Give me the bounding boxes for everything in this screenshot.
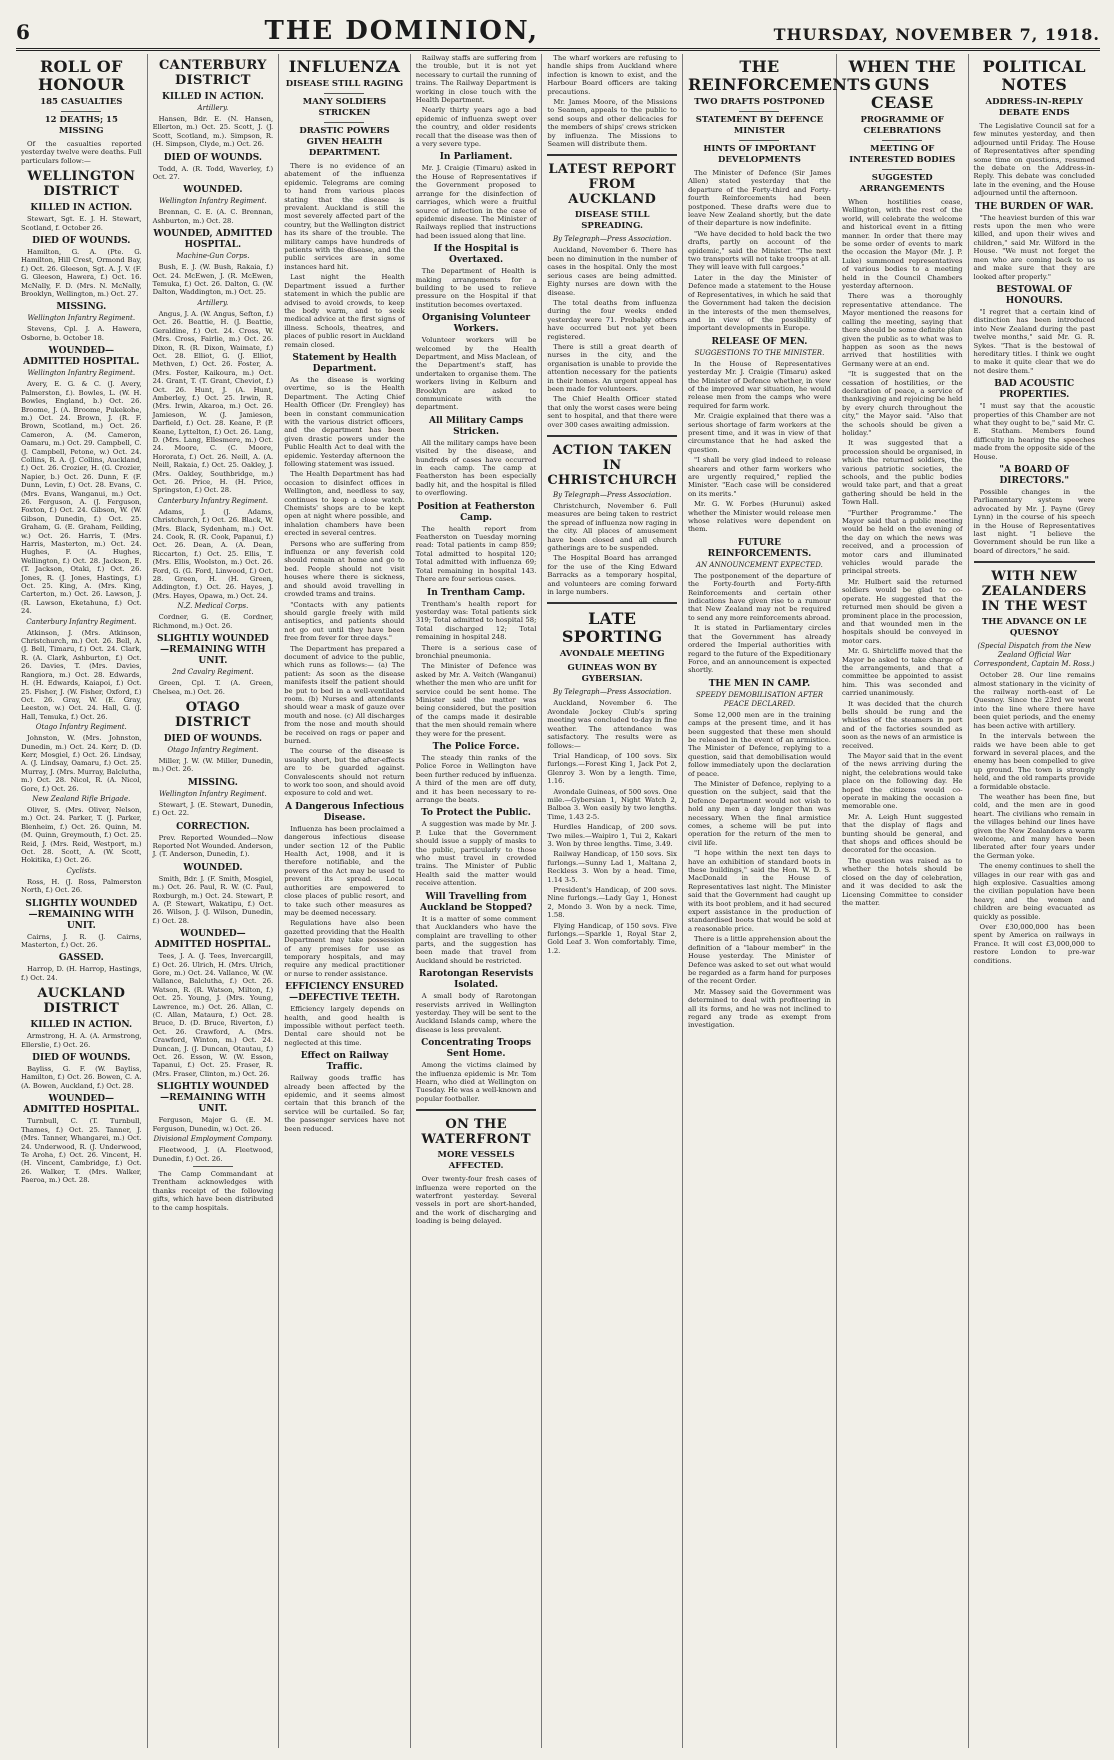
section-heading: SLIGHTLY WOUNDED—REMAINING WITH UNIT. <box>157 1082 269 1115</box>
section-heading: BAD ACOUSTIC PROPERTIES. <box>994 379 1075 401</box>
race-result: President's Handicap, of 200 sovs. Nine furlongs.—Lady Gay 1, Honest 2, Mondo 3. Won by a neck. Time, 1.58. <box>547 886 677 920</box>
article-paragraph: Some 12,000 men are in the training camps at the present time, and it has been suggested that these men should be released in the event of an armistice. The Minister of Defence, replying to a question, said that demobilisation would follow immediately upon the declaration of peace. <box>687 710 831 778</box>
divider <box>324 122 364 123</box>
unit-heading: 2nd Cavalry Regiment. <box>172 668 254 677</box>
unit-heading: Machine-Gun Corps. <box>176 252 250 261</box>
section-heading: MISSING. <box>187 777 238 788</box>
unit-heading: Divisional Employment Company. <box>153 1135 273 1144</box>
article-paragraph: The Minister of Defence was asked by Mr. A. Veitch (Wanganui) whether the men who are unfit for service could be sent home. The Minister said the matter was being considered, but the position of the camps made it desirable that the men should remain where they were for the present. <box>415 662 537 738</box>
article-paragraph: The Department of Health is making arrangements for a building to be used to relieve pressure on the Hospital if that institution becomes overtaxed. <box>415 267 537 309</box>
casualty-list: Miller, J. W. (W. Miller, Dunedin, m.) Oct. 26. <box>152 756 274 774</box>
article-paragraph: The Mayor said that in the event of the news arriving during the night, the celebrations would take place on the following day. He hoped the citizens would co-operate in making the occasion a memorable one. <box>841 752 963 811</box>
reinforcements-headline: THE REINFORCEMENTS <box>687 57 872 94</box>
section-heading: WOUNDED—ADMITTED HOSPITAL. <box>23 346 140 368</box>
byline: By Telegraph—Press Association. <box>552 235 672 244</box>
casualty-list: Hansen, Bdr. E. (N. Hansen, Ellerton, m.) Oct. 25. Scott, J. (J. Scott, Scotland, m.). Simpson, R. (H. Simpson, Clyde, m.) Oct. 26. <box>152 115 274 149</box>
byline: (Special Dispatch from the New Zealand Official War Correspondent, Captain M. Ross.) <box>973 642 1095 669</box>
article-paragraph: The question was raised as to whether the hotels should be closed on the day of celebration, and it was decided to ask the Licensing Committee to consider the matter. <box>841 856 963 907</box>
section-heading: WOUNDED, ADMITTED HOSPITAL. <box>153 229 273 251</box>
race-result: Railway Handicap, of 150 sovs. Six furlongs.—Sunny Lad 1, Maltana 2, Reckless 3. Won by a head. Time, 1.14 3-5. <box>547 850 677 884</box>
casualty-list: Smith, Bdr. J. (F. Smith, Mosgiel, m.) Oct. 26. Paul, R. W. (C. Paul, Roxburgh, m.) Oct. 24. Stewart, P. A. (P. Stewart, Wakatipu, f.) Oct. 26. Wilson, J. (J. Wilson, Dunedin, f.) Oct. 28. <box>152 874 274 925</box>
section-heading: In Parliament. <box>439 152 513 163</box>
article-paragraph: The course of the disease is usually short, but the after-effects are to be guarded against. Convalescents should not return to work too soon, and should avoid exposure to cold and wet. <box>284 747 405 798</box>
divider <box>193 1166 233 1167</box>
divider <box>61 111 101 112</box>
divider <box>547 602 677 604</box>
section-heading: DIED OF WOUNDS. <box>32 236 131 247</box>
article-paragraph: It was suggested that a procession should be organised, in which the returned soldiers, the various patriotic societies, the schools, and the public bodies would take part, and that a great gathering should be held in the Town Hall. <box>841 439 963 507</box>
sporting-headline: LATE SPORTING <box>561 609 663 647</box>
article-paragraph: October 28. Our line remains almost stationary in the vicinity of the railway north-east of Le Quesnoy. Since the 23rd we went into the line where there have been quiet periods, and the enemy has been active with artillery. <box>973 671 1095 730</box>
masthead <box>16 14 1100 51</box>
column-4 <box>411 54 543 1748</box>
camp-notice: The Camp Commandant at Trentham acknowledges with thanks receipt of the following gifts, which have been distributed to the camp hospitals. <box>152 1169 274 1212</box>
columns <box>16 54 1100 1748</box>
article-paragraph: It is a matter of some comment that Aucklanders who have the complaint are travelling to other parts, and the suggestion has been made that travel from Auckland should be restricted. <box>415 914 537 965</box>
divider <box>547 154 677 156</box>
article-paragraph: There is still a great dearth of nurses in the city, and the organisation is unable to provide the attention necessary for the patients in their homes. An urgent appeal has been made for volunteers. <box>547 342 677 393</box>
casualty-list: Bayliss, G. F. (W. Bayliss, Hamilton, f.) Oct. 26. Bowen, C. A. (A. Bowen, Auckland, f.) Oct. 28. <box>21 1065 142 1090</box>
section-heading: THE BURDEN OF WAR. <box>974 201 1094 212</box>
influenza-subhead: DISEASE STILL RAGING <box>285 79 404 89</box>
casualty-list: Todd, A. (R. Todd, Waverley, f.) Oct. 27. <box>152 164 274 182</box>
casualty-list: Fleetwood, J. (A. Fleetwood, Dunedin, f.) Oct. 26. <box>152 1146 274 1163</box>
guns-cease-headline: WHEN THE GUNS CEASE <box>848 57 956 112</box>
district-heading: OTAGO DISTRICT <box>175 699 251 730</box>
article-paragraph: As the disease is working overtime, so is the Health Department. The Acting Chief Health Officer (Dr. Frengley) has been in constant communication with the various district officers, and the department has been given drastic powers under the Public Health Act to deal with the epidemic. Yesterday afternoon the following statement was issued. <box>284 375 405 468</box>
unit-heading: Wellington Infantry Regiment. <box>159 197 267 206</box>
section-heading: BESTOWAL OF HONOURS. <box>996 284 1073 306</box>
article-paragraph: Auckland, November 6. The Avondale Jockey Club's spring meeting was concluded to-day in fine weather. The attendance was satisfactory. The results were as follows:— <box>547 699 677 750</box>
section-heading: If the Hospital is Overtaxed. <box>433 244 519 266</box>
article-paragraph: The health report from Featherston on Tuesday morning read: Total patients in camp 859; Total admitted to hospital 120; Total admitted with influenza 69; Total remaining in hospital 143. There are four serious cases. <box>415 524 537 584</box>
article-paragraph: The Chief Health Officer stated that only the worst cases were being sent to hospital, and that there were over 300 cases awaiting admission. <box>547 395 677 429</box>
section-heading: SLIGHTLY WOUNDED—REMAINING WITH UNIT. <box>157 634 269 667</box>
guns-cease-subhead-3: SUGGESTED ARRANGEMENTS <box>859 173 945 194</box>
political-notes-headline: POLITICAL NOTES <box>982 57 1086 94</box>
column-6 <box>683 54 872 1748</box>
article-paragraph: Mr. James Moore, of the Missions to Seamen, appeals to the public to send soups and other delicacies for the members of ships' crews stricken by influenza. The Missions to Seamen will distribute them. <box>547 98 677 149</box>
section-subheading: AN ANNOUNCEMENT EXPECTED. <box>696 560 823 569</box>
casualty-list: Cairns, J. R. (J. Cairns, Masterton, f.) Oct. 26. <box>21 932 142 950</box>
article-paragraph: In the House of Representatives yesterday Mr. J. Craigie (Timaru) asked the Minister of Defence whether, in view of the improved war situation, he would release men from the camps who were required for farm work. <box>687 359 831 410</box>
article-paragraph: "It is suggested that on the cessation of hostilities, or the declaration of peace, a service of thanksgiving and rejoicing be held by every church throughout the city," the Mayor said. "Also that the schools should be given a holiday." <box>841 370 963 437</box>
article-paragraph: Over twenty-four fresh cases of influenza were reported on the waterfront yesterday. Several vessels in port are short-handed, and the work of discharging and loading is being delayed. <box>415 1175 537 1226</box>
article-paragraph: The total deaths from influenza during the four weeks ended yesterday were 71. Probably others have occurred but not yet been registered. <box>547 298 677 341</box>
section-heading: FUTURE REINFORCEMENTS. <box>707 537 812 559</box>
casualty-list: Oliver, S. (Mrs. Oliver, Nelson, m.) Oct. 24. Parker, T. (J. Parker, Blenheim, f.) Oct. 26. Quinn, M. (M. Quinn, Greymouth, f.) Oct. 25. Reid, J. (Mrs. Reid, Westport, m.) Oct. 28. Scott, A. (W. Scott, Hokitika, f.) Oct. 26. <box>21 805 142 865</box>
article-paragraph: It was decided that the church bells should be rung and the whistles of the steamers in port and of the factories sounded as soon as the news of an armistice is received. <box>841 699 963 750</box>
section-heading: Statement by Health Department. <box>292 352 397 374</box>
article-paragraph: The steady thin ranks of the Police Force in Wellington have been further reduced by influenza. A third of the men are off duty, and it has been necessary to re-arrange the beats. <box>415 754 537 805</box>
divider <box>324 93 364 94</box>
article-paragraph: "I must say that the acoustic properties of this Chamber are not what they ought to be," said Mr. C. E. Statham. Members found difficulty in hearing the speeches made from the opposite side of the House. <box>973 402 1095 461</box>
article-paragraph: The wharf workers are refusing to handle ships from Auckland where infection is known to exist, and the Harbour Board officers are taking precautions. <box>547 54 677 96</box>
column-5 <box>542 54 683 1748</box>
unit-heading: Artillery. <box>197 104 229 112</box>
section-heading: The Police Force. <box>432 742 520 752</box>
article-paragraph: Railway goods traffic has already been affected by the epidemic, and it seems almost certain that this branch of the service will be curtailed. So far, the passenger services have not been reduced. <box>284 1074 405 1133</box>
page-number: 6 <box>16 20 30 44</box>
race-result: Hurdles Handicap, of 200 sovs. Two miles.—Waipiro 1, Tui 2, Kakari 3. Won by three lengths. Time, 3.49. <box>547 823 677 848</box>
district-heading: CANTERBURY DISTRICT <box>159 58 267 88</box>
section-heading: DIED OF WOUNDS. <box>32 1053 131 1064</box>
unit-heading: Otago Infantry Regiment. <box>167 745 259 754</box>
race-result: Flying Handicap, of 150 sovs. Five furlongs.—Sparkle 1, Royal Star 2, Gold Leaf 3. Won comfortably. Time, 1.2. <box>547 921 677 955</box>
article-paragraph: When hostilities cease, Wellington, with the rest of the world, will celebrate the welcome and historical event in a fitting manner. In order that there may be some order of events to mark the occasion the Mayor (Mr. J. P. Luke) summoned representatives of various bodies to a meeting held in the Council Chambers yesterday afternoon. <box>841 198 963 291</box>
section-heading: MISSING. <box>56 302 107 313</box>
casualty-list: Angus, J. A. (W. Angus, Sefton, f.) Oct. 26. Beattie, H. (J. Beattie, Geraldine, f.) Oct. 24. Cross, W. (Mrs. Cross, Fairlie, m.) Oct. 26. Dixon, R. (R. Dixon, Waimate, f.) Oct. 28. Elliot, G. (J. Elliot, Methven, f.) Oct. 26. Foster, A. (Mrs. Foster, Kaikoura, m.) Oct. 24. Grant, T. (T. Grant, Cheviot, f.) Oct. 26. Hunt, J. (A. Hunt, Amberley, f.) Oct. 25. Irwin, R. (Mrs. Irwin, Akaroa, m.) Oct. 26. Jamieson, W. (J. Jamieson, Darfield, f.) Oct. 28. Keane, P. (P. Keane, Lyttelton, f.) Oct. 26. Lang, D. (Mrs. Lang, Ellesmere, m.) Oct. 24. Moore, C. (C. Moore, Hororata, f.) Oct. 26. Neill, A. (A. Neill, Rakaia, f.) Oct. 25. Oakley, J. (Mrs. Oakley, Southbridge, m.) Oct. 26. Price, H. (H. Price, Springston, f.) Oct. 28. <box>152 309 274 495</box>
section-heading: Will Travelling from Auckland be Stopped? <box>420 891 533 913</box>
column-2 <box>148 54 280 1748</box>
casualty-list: Bush, E. J. (W. Bush, Rakaia, f.) Oct. 24. McEwen, J. (R. McEwen, Temuka, f.) Oct. 26. Dalton, G. (W. Dalton, Waddington, m.) Oct. 25. <box>152 263 274 297</box>
article-paragraph: "I shall be very glad indeed to release shearers and other farm workers who are urgently required," replied the Minister. "Each case will be considered on its merits." <box>687 456 831 498</box>
unit-heading: Cyclists. <box>66 866 97 875</box>
section-heading: KILLED IN ACTION. <box>30 203 133 214</box>
article-paragraph: Possible changes in the Parliamentary system were advocated by Mr. J. Payne (Grey Lynn) in the course of his speech in the House of Representatives last night. "I believe the Government should be run like a board of directors," he said. <box>973 488 1095 555</box>
unit-heading: Wellington Infantry Regiment. <box>27 369 136 378</box>
article-paragraph: "Further Programme." The Mayor said that a public meeting would be held on the evening of the day on which the news was received, and a procession of motor cars and illuminated vehicles would parade the principal streets. <box>841 508 963 576</box>
unit-heading: Wellington Infantry Regiment. <box>27 314 136 323</box>
article-paragraph: The Minister of Defence, replying to a question on the subject, said that the Defence Department would not wish to hold any men a day longer than was necessary. When the final armistice comes, a scheme will be put into operation for the return of the men to civil life. <box>687 779 831 847</box>
west-subhead: THE ADVANCE ON LE QUESNOY <box>981 617 1087 639</box>
column-1 <box>16 54 148 1748</box>
waterfront-subhead: MORE VESSELS AFFECTED. <box>437 1150 515 1172</box>
article-paragraph: Mr. A. Leigh Hunt suggested that the display of flags and bunting should be general, and that shops and offices should be decorated for the occasion. <box>841 812 963 855</box>
column-3 <box>279 54 411 1748</box>
roll-subhead-2: 12 DEATHS; 15 MISSING <box>44 115 118 136</box>
section-heading: In Trentham Camp. <box>427 587 526 598</box>
section-heading: WOUNDED—ADMITTED HOSPITAL. <box>154 929 272 951</box>
section-heading: WOUNDED. <box>183 862 243 873</box>
article-paragraph: There is a serious case of bronchial pneumonia. <box>415 643 537 660</box>
casualty-list: Tees, J. A. (J. Tees, Invercargill, f.) Oct. 26. Ulrich, H. (Mrs. Ulrich, Gore, m.) Oct. 24. Vallance, W. (W. Vallance, Balclutha, f.) Oct. 26. Watson, R. (R. Watson, Milton, f.) Oct. 25. Young, J. (Mrs. Young, Lawrence, m.) Oct. 26. Allan, C. (C. Allan, Mataura, f.) Oct. 28. Bruce, D. (D. Bruce, Riverton, f.) Oct. 26. Crawford, A. (Mrs. Crawford, Winton, m.) Oct. 24. Duncan, J. (J. Duncan, Otautau, f.) Oct. 26. Esson, W. (W. Esson, Tapanui, f.) Oct. 25. Fraser, R. (Mrs. Fraser, Clinton, m.) Oct. 26. <box>152 952 274 1078</box>
casualty-list: Stewart, J. (E. Stewart, Dunedin, f.) Oct. 22. <box>152 800 274 818</box>
influenza-subhead-2: MANY SOLDIERS STRICKEN <box>302 97 387 118</box>
unit-heading: Otago Infantry Regiment. <box>35 723 127 732</box>
christchurch-headline: ACTION TAKEN IN CHRISTCHURCH <box>547 443 677 488</box>
article-paragraph: Efficiency largely depends on health, and good health is impossible without perfect teeth. Dental care should not be neglected at this time. <box>284 1005 405 1047</box>
article-paragraph: Last night the Health Department issued a further statement in which the public are advised to avoid crowds, to keep the body warm, and to seek medical advice at the first signs of illness. Schools, theatres, and places of public resort in Auckland remain closed. <box>284 273 405 349</box>
casualty-list: Harrop, D. (H. Harrop, Hastings, f.) Oct. 24. <box>21 965 142 982</box>
column-7 <box>837 54 969 1748</box>
unit-heading: New Zealand Rifle Brigade. <box>32 794 131 803</box>
casualty-list: Adams, J. (J. Adams, Christchurch, f.) Oct. 26. Black, W. (Mrs. Black, Sydenham, m.) Oct. 24. Cook, R. (R. Cook, Papanui, f.) Oct. 26. Dean, A. (A. Dean, Riccarton, f.) Oct. 25. Ellis, T. (Mrs. Ellis, Woolston, m.) Oct. 26. Ford, G. (G. Ford, Linwood, f.) Oct. 28. Green, H. (H. Green, Addington, f.) Oct. 26. Hayes, J. (Mrs. Hayes, Opawa, m.) Oct. 24. <box>152 507 274 600</box>
column-8 <box>969 54 1100 1748</box>
section-heading: WOUNDED—ADMITTED HOSPITAL. <box>23 1094 140 1116</box>
roll-subhead: 185 CASUALTIES <box>40 97 123 107</box>
waterfront-headline: ON THE WATERFRONT <box>421 1117 531 1148</box>
article-paragraph: Auckland, November 6. There has been no diminution in the number of cases in the hospital. Only the most serious cases are being admitted. Eighty nurses are down with the disease. <box>547 246 677 297</box>
section-subheading: SPEEDY DEMOBILISATION AFTER PEACE DECLARED. <box>695 690 823 708</box>
section-heading: EFFICIENCY ENSURED—DEFECTIVE TEETH. <box>285 982 404 1004</box>
guns-cease-subhead-2: MEETING OF INTERESTED BODIES <box>849 144 956 165</box>
casualty-list: Ross, H. (J. Ross, Palmerston North, f.) Oct. 26. <box>21 877 142 895</box>
divider <box>739 111 779 112</box>
section-heading: GASSED. <box>58 953 104 964</box>
race-result: Avondale Guineas, of 500 sovs. One mile.—Gybersian 1, Night Watch 2, Balboa 3. Won easily by two lengths. Time, 1.43 2-5. <box>547 787 677 821</box>
section-heading: DIED OF WOUNDS. <box>163 152 263 163</box>
influenza-headline: INFLUENZA <box>288 57 401 76</box>
article-paragraph: All the military camps have been visited by the disease, and hundreds of cases have occurred in each camp. The camp at Featherston has been especially badly hit, and the hospital is filled to overflowing. <box>415 438 537 498</box>
section-heading: "A BOARD OF DIRECTORS." <box>999 465 1070 486</box>
section-heading: KILLED IN ACTION. <box>30 1020 133 1031</box>
casualty-list: Cordner, G. (E. Cordner, Richmond, m.) Oct. 26. <box>152 613 274 630</box>
section-heading: KILLED IN ACTION. <box>162 92 264 102</box>
section-heading: WOUNDED. <box>183 185 243 196</box>
article-paragraph: A suggestion was made by Mr. J. P. Luke that the Government should issue a supply of masks to the public, particularly to those who must travel in crowded trains. The Minister of Public Health said the matter would receive attention. <box>415 820 537 888</box>
article-paragraph: Mr. J. Craigie (Timaru) asked in the House of Representatives if the Government proposed to arrange for the disinfection of carriages, which were a fruitful source of infection in the case of epidemic disease. The Minister of Railways replied that instructions had been issued along that line. <box>415 164 537 240</box>
article-paragraph: Trentham's health report for yesterday was: Total patients sick 319; Total admitted to hospital 58; Total discharged 12; Total remaining in hospital 248. <box>415 599 537 642</box>
section-subheading: SUGGESTIONS TO THE MINISTER. <box>694 348 825 357</box>
casualty-list: Prev. Reported Wounded—Now Reported Not Wounded. Anderson, J. (T. Anderson, Dunedin, f.). <box>152 833 274 859</box>
article-paragraph: Christchurch, November 6. Full measures are being taken to restrict the spread of influenza now raging in the city. All places of amusement have been closed and all church gatherings are to be suspended. <box>547 502 677 553</box>
sporting-subhead: AVONDALE MEETING <box>559 649 665 660</box>
section-heading: Concentrating Troops Sent Home. <box>421 1038 532 1060</box>
unit-heading: Canterbury Infantry Regiment. <box>26 617 137 626</box>
article-paragraph: The Health Department has had occasion to disinfect offices in Wellington, and, needless to say, continues to keep a close watch. Chemists' shops are to be kept open at night where possible, and inhalation chambers have been erected in several centres. <box>284 470 405 538</box>
article-paragraph: Railway staffs are suffering from the trouble, but it is not yet necessary to curtail the running of trains. The Railway Department is working in close touch with the Health Department. <box>415 54 537 105</box>
newspaper-title: THE DOMINION, <box>264 16 540 46</box>
article-paragraph: Influenza has been proclaimed a dangerous infectious disease under section 12 of the Public Health Act, 1908, and it is therefore notifiable, and the powers of the Act may be used to prevent its spread. Local authorities are empowered to close places of public resort, and to take such other measures as may be deemed necessary. <box>284 824 405 917</box>
casualty-list: Ferguson, Major G. (E. M. Ferguson, Dunedin, w.) Oct. 26. <box>152 1116 274 1133</box>
section-heading: Position at Featherston Camp. <box>417 501 535 523</box>
divider <box>882 169 922 170</box>
divider <box>547 435 677 437</box>
article-paragraph: Later in the day the Minister of Defence made a statement to the House of Representatives, in which he said that the Government had taken the decision in the interests of the men themselves, and in view of the possibility of important developments in Europe. <box>687 273 831 333</box>
byline: By Telegraph—Press Association. <box>552 491 672 499</box>
article-paragraph: Persons who are suffering from influenza or any feverish cold should remain at home and go to bed. People should not visit houses where there is sickness, and should avoid travelling in crowded trams and trains. <box>284 539 405 599</box>
unit-heading: Wellington Infantry Regiment. <box>159 789 267 798</box>
reinforcements-subhead-2: STATEMENT BY DEFENCE MINISTER <box>695 115 824 136</box>
section-heading: RELEASE OF MEN. <box>711 336 808 347</box>
article-paragraph: In the intervals between the raids we have been able to get forward in several places, and the enemy has been compelled to give up ground. The town is strongly held, and the old ramparts provide a formidable obstacle. <box>973 732 1095 791</box>
article-paragraph: There is a little apprehension about the definition of a "labour member" in the House yesterday. The Minister of Defence was asked to set out what would be regarded as a farm hand for purposes of the recent Order. <box>687 935 831 986</box>
political-notes-subhead: ADDRESS-IN-REPLY DEBATE ENDS <box>985 97 1084 118</box>
district-heading: AUCKLAND DISTRICT <box>37 986 126 1017</box>
article-paragraph: Over £30,000,000 has been spent by America on railways in France. It will cost £3,000,000 to restore London to pre-war conditions. <box>973 923 1095 965</box>
roll-of-honour-headline: ROLL OF HONOUR <box>37 57 125 94</box>
casualty-list: Stevens, Cpl. J. A. Hawera, Osborne, b. October 18. <box>21 325 142 342</box>
article-paragraph: Mr. Craigie explained that there was a serious shortage of farm workers at the present time, and it was in view of that circumstance that he had asked the question. <box>687 412 831 454</box>
article-paragraph: Regulations have also been gazetted providing that the Health Department may take possession of any premises for use as temporary hospitals, and may require any medical practitioner or nurse to render assistance. <box>284 919 405 978</box>
influenza-subhead-3: DRASTIC POWERS GIVEN HEALTH DEPARTMENT. <box>299 126 390 158</box>
divider <box>739 140 779 141</box>
section-heading: CORRECTION. <box>176 821 250 832</box>
casualty-list: Johnston, W. (Mrs. Johnston, Dunedin, m.) Oct. 24. Kerr, D. (D. Kerr, Mosgiel, f.) Oct. 26. Lindsay, A. (J. Lindsay, Oamaru, f.) Oct. 25. Murray, J. (Mrs. Murray, Balclutha, m.) Oct. 28. Nicol, R. (A. Nicol, Gore, f.) Oct. 26. <box>21 734 142 793</box>
section-heading: Rarotongan Reservists Isolated. <box>418 969 534 991</box>
section-heading: SLIGHTLY WOUNDED—REMAINING WITH UNIT. <box>25 898 138 931</box>
article-paragraph: Mr. G. W. Forbes (Hurunui) asked whether the Minister would release men whose relatives were dependent on them. <box>687 500 831 534</box>
article-paragraph: "The heaviest burden of this war rests upon the men who were killed, and upon their wives and children," said Mr. Wilford in the House. "We must not forget the men who are coming back to us and make sure that they are looked after properly." <box>973 213 1095 281</box>
roll-intro: Of the casualties reported yesterday twelve were deaths. Full particulars follow:— <box>21 140 142 165</box>
race-result: Trial Handicap, of 100 sovs. Six furlongs.—Forest King 1, Jack Pot 2, Glenroy 3. Won by a length. Time, 1.16. <box>547 751 677 786</box>
article-paragraph: The postponement of the departure of the Forty-fourth and Forty-fifth Reinforcements and certain other indications have given rise to a rumour that New Zealand may not be required to send any more reinforcements abroad. <box>687 571 831 622</box>
casualty-list: Armstrong, H. A. (A. Armstrong, Ellerslie, f.) Oct. 26. <box>21 1032 142 1049</box>
casualty-list: Turnbull, C. (T. Turnbull, Thames, f.) Oct. 25. Tanner, J. (Mrs. Tanner, Whangarei, m.) Oct. 24. Underwood, R. (J. Underwood, Te Aroha, f.) Oct. 26. Vincent, H. (H. Vincent, Cambridge, f.) Oct. 26. Walker, T. (Mrs. Walker, Paeroa, m.) Oct. 28. <box>21 1117 142 1185</box>
article-paragraph: The weather has been fine, but cold, and the men are in good heart. The civilians who remain in the villages behind our lines have given the New Zealanders a warm welcome, and many have been liberated after four years under the German yoke. <box>973 792 1095 860</box>
district-heading: WELLINGTON DISTRICT <box>27 169 136 200</box>
reinforcements-subhead-3: HINTS OF IMPORTANT DEVELOPMENTS <box>703 144 816 165</box>
byline: By Telegraph—Press Association. <box>552 688 672 697</box>
casualty-list: Brennan, C. E. (A. C. Brennan, Ashburton, m.) Oct. 28. <box>152 208 274 225</box>
unit-heading: N.Z. Medical Corps. <box>177 602 249 611</box>
article-paragraph: "I hope within the next ten days to have an exhibition of standard boots in these buildings," said the Hon. W. D. S. MacDonald in the House of Representatives last night. The Minister said that the Government had caught up with its boot problem, and it had secured expert assistance in the production of standardised boots that would be sold at a reasonable price. <box>687 849 831 933</box>
divider <box>882 140 922 141</box>
sporting-subhead-2: GUINEAS WON BY GYBERSIAN. <box>567 663 657 685</box>
section-heading: THE MEN IN CAMP. <box>708 678 811 689</box>
article-paragraph: The Department has prepared a document of advice to the public, which runs as follows:— (a) The patient: As soon as the disease manifests itself the patient should be put to bed in a well-ventilated room. (b) Nurses and attendants should wear a mask of gauze over mouth and nose. (c) All discharges from the nose and mouth should be received on rags or paper and burned. <box>284 644 405 745</box>
article-paragraph: Among the victims claimed by the influenza epidemic is Mr. Tom Hearn, who died at Wellington on Tuesday. He was a well-known and popular footballer. <box>415 1061 537 1103</box>
article-paragraph: "I regret that a certain kind of distinction has been introduced into New Zealand during the past twelve months," said Mr. G. R. Sykes. "That is the bestowal of hereditary titles. I think we ought to make it quite clear that we do not desire them." <box>973 307 1095 375</box>
divider <box>416 1109 537 1111</box>
casualty-list: Hamilton, G. A. (Pte. G. Hamilton, Hill Crest, Ormond Bay, f.) Oct. 26. Gleeson, Sgt. A. J. V. (F. G. Gleeson, Hawera, f.) Oct. 16. McNally, F. D. (Mrs. N. McNally, Brooklyn, Wellington, m.) Oct. 27. <box>21 248 142 299</box>
article-paragraph: Volunteer workers will be welcomed by the Health Department, and Miss Maclean, of the Department's staff, has undertaken to organise them. The workers living in Kelburn and Brooklyn are asked to communicate with the department. <box>415 336 537 412</box>
section-heading: Effect on Railway Traffic. <box>300 1051 389 1073</box>
west-headline: WITH NEW ZEALANDERS IN THE WEST <box>981 569 1088 615</box>
section-heading: A Dangerous Infectious Disease. <box>285 801 404 823</box>
unit-heading: Canterbury Infantry Regiment. <box>157 496 268 505</box>
article-paragraph: A small body of Rarotongan reservists arrived in Wellington yesterday. They will be sent to the Auckland Islands camp, where the disease is less prevalent. <box>415 992 537 1034</box>
article-paragraph: It is stated in Parliamentary circles that the Government has already ordered the Imperial authorities with regard to the future of the Expeditionary Force, and an announcement is expected shortly. <box>687 624 831 675</box>
unit-heading: Artillery. <box>197 298 229 307</box>
reinforcements-subhead: TWO DRAFTS POSTPONED <box>694 97 825 107</box>
casualty-list: Stewart, Sgt. E. J. H. Stewart, Scotland, f. October 26. <box>21 215 142 232</box>
casualty-list: Green, Cpl. T. (A. Green, Chelsea, m.) Oct. 26. <box>152 679 274 696</box>
issue-date: THURSDAY, NOVEMBER 7, 1918. <box>773 25 1100 44</box>
auckland-subhead: DISEASE STILL SPREADING. <box>574 210 650 232</box>
article-paragraph: The Legislative Council sat for a few minutes yesterday, and then adjourned until Friday. The House of Representatives after spending some time on questions, resumed the debate on the Address-in-Reply. This debate was concluded late in the evening, and the House adjourned until the afternoon. <box>973 122 1095 198</box>
casualty-list: Avery, E. G. & C. (J. Avery, Palmerston, f.). Bowles, L. (W. H. Bowles, England, b.) Oct. 26. Broome, J. (A. Broome, Pukekohe, m.) Oct. 24. Brown, J. (R. F. Brown, Scotland, m.) Oct. 26. Cameron, A. (M. Cameron, Oamaru, m.) Oct. 29. Campbell, C. (J. Campbell, Petone, w.) Oct. 24. Collins, R. A. (J. Collins, Auckland, f.) Oct. 26. Crozier, H. (G. Crozier, Napier, b.) Oct. 26. Dunn, F. (F. Dunn, Levin, f.) Oct. 28. Evans, C. (Mrs. Evans, Wanganui, m.) Oct. 26. Ferguson, A. (J. Ferguson, Foxton, f.) Oct. 24. Gibson, W. (W. Gibson, Dunedin, f.) Oct. 25. Graham, G. (E. Graham, Feilding, w.) Oct. 26. Harris, T. (Mrs. Harris, Masterton, m.) Oct. 24. Hughes, F. (A. Hughes, Wellington, f.) Oct. 28. Jackson, E. (T. Jackson, Otaki, f.) Oct. 26. Jones, R. (J. Jones, Hastings, f.) Oct. 25. King, A. (Mrs. King, Carterton, m.) Oct. 26. Lawson, J. (R. Lawson, Eketahuna, f.) Oct. 24. <box>21 380 142 616</box>
article-paragraph: "We have decided to hold back the two drafts, partly on account of the epidemic," said the Minister. "The next two transports will not take troops at all. They will leave with full cargoes." <box>687 229 831 272</box>
section-heading: DIED OF WOUNDS. <box>163 733 263 744</box>
article-paragraph: The Hospital Board has arranged for the use of the King Edward Barracks as a temporary hospital, and volunteers are coming forward in large numbers. <box>547 554 677 597</box>
article-paragraph: There is no evidence of an abatement of the influenza epidemic. Telegrams are coming to hand from various places stating that the disease is prevalent. Auckland is still the most severely affected part of the country, but the Wellington district has its share of the trouble. The military camps have hundreds of patients with the disease, and the public services are in some instances hard hit. <box>284 162 405 271</box>
casualty-list: Atkinson, J. (Mrs. Atkinson, Christchurch, m.) Oct. 26. Bell, A. (J. Bell, Timaru, f.) Oct. 24. Clark, R. (A. Clark, Ashburton, f.) Oct. 26. Davies, T. (Mrs. Davies, Rangiora, m.) Oct. 28. Edwards, H. (H. Edwards, Kaiapoi, f.) Oct. 25. Fisher, J. (W. Fisher, Oxford, f.) Oct. 26. Gray, W. (E. Gray, Leeston, w.) Oct. 24. Hall, G. (J. Hall, Temuka, f.) Oct. 26. <box>21 628 142 721</box>
section-heading: Organising Volunteer Workers. <box>422 313 531 335</box>
article-paragraph: "Contacts with any patients should gargle freely with mild antiseptics, and patients should not go out until they have been free from fever for three days." <box>284 600 405 643</box>
article-paragraph: The enemy continues to shell the villages in our rear with gas and high explosive. Casualties among the civilian population have been heavy, and the women and children are being evacuated as quickly as possible. <box>973 862 1095 921</box>
auckland-headline: LATEST REPORT FROM AUCKLAND <box>548 162 676 208</box>
section-heading: All Military Camps Stricken. <box>429 415 524 437</box>
guns-cease-subhead: PROGRAMME OF CELEBRATIONS <box>860 115 944 136</box>
article-paragraph: The Minister of Defence (Sir James Allen) stated yesterday that the departure of the Forty-third and Forty-fourth Reinforcements had been postponed. These drafts were due to leave New Zealand shortly, but the date of their departure is now indefinite. <box>687 169 831 228</box>
section-heading: To Protect the Public. <box>421 808 531 819</box>
article-paragraph: There was a thoroughly representative attendance. The Mayor mentioned the reasons for calling the meeting, saying that there should be some definite plan given the public as to what was to happen as soon as the news arrived that hostilities with Germany were at an end. <box>841 292 963 368</box>
article-paragraph: Mr. Hulbert said the returned soldiers would be glad to co-operate. He suggested that the returned men should be given a prominent place in the procession, and that wounded men in the hospitals should be conveyed in motor cars. <box>841 577 963 645</box>
article-paragraph: Mr. Massey said the Government was determined to deal with profiteering in all its forms, and he was not inclined to regard any trade as exempt from investigation. <box>687 987 831 1030</box>
divider <box>974 561 1095 563</box>
article-paragraph: Nearly thirty years ago a bad epidemic of influenza swept over the country, and older residents recall that the disease was then of a very severe type. <box>415 106 537 149</box>
article-paragraph: Mr. G. Shirtcliffe moved that the Mayor be asked to take charge of the arrangements, and that a committee be appointed to assist him. This was seconded and carried unanimously. <box>841 647 963 698</box>
